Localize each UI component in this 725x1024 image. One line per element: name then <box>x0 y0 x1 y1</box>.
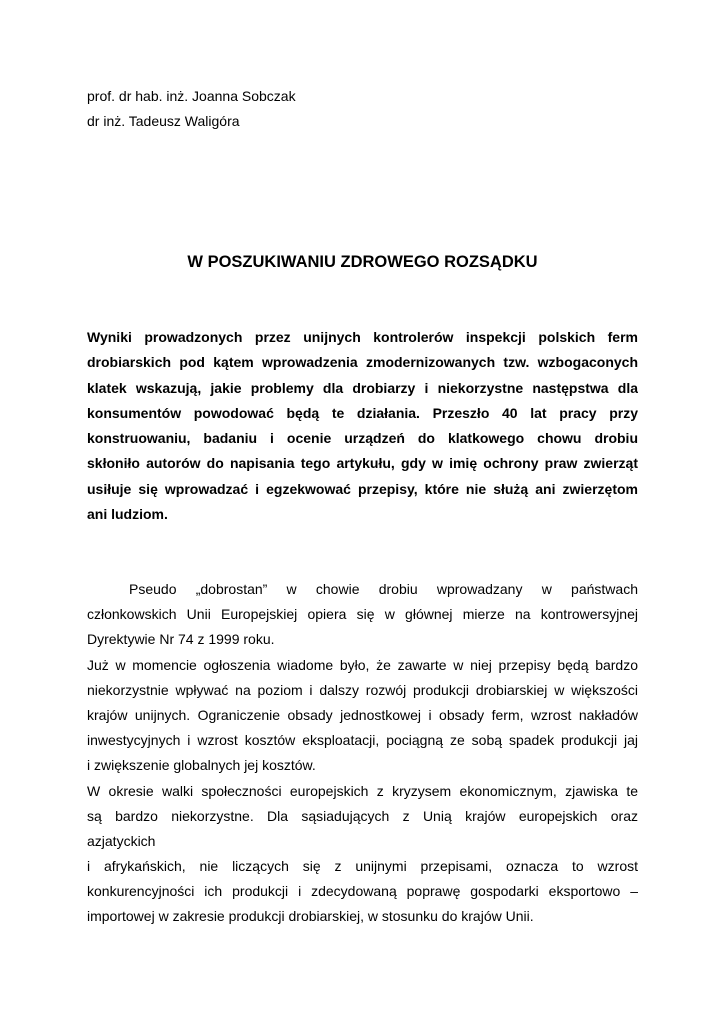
abstract-paragraph <box>87 325 638 527</box>
body-line: importowej w zakresie produkcji drobiarskiej, w stosunku do krajów Unii. <box>87 908 534 925</box>
body-line: krajów unijnych. Ograniczenie obsady jednostkowej i obsady ferm, wzrost nakładów <box>87 706 638 723</box>
body-line: inwestycyjnych i wzrost kosztów eksploatacji, pociągną ze sobą spadek produkcji jaj <box>87 732 638 749</box>
abstract-line: drobiarskich pod kątem wprowadzenia zmodernizowanych tzw. wzbogaconych <box>87 354 638 371</box>
body-line: i afrykańskich, nie liczących się z unijnymi przepisami, oznacza to wzrost <box>87 858 638 875</box>
body-line: i zwiększenie globalnych jej kosztów. <box>87 757 316 774</box>
body-text <box>87 577 638 930</box>
author-1: prof. dr hab. inż. Joanna Sobczak <box>87 88 296 104</box>
abstract-line: klatek wskazują, jakie problemy dla drobiarzy i niekorzystne następstwa dla <box>87 379 638 396</box>
body-line: W okresie walki społeczności europejskich z kryzysem ekonomicznym, zjawiska te <box>87 782 638 799</box>
body-line: są bardzo niekorzystne. Dla sąsiadujących z Unią krajów europejskich oraz <box>87 807 638 824</box>
body-line: członkowskich Unii Europejskiej opiera się w głównej mierze na kontrowersyjnej <box>87 606 638 623</box>
body-line: Już w momencie ogłoszenia wiadome było, że zawarte w niej przepisy będą bardzo <box>87 656 638 673</box>
article-title: W POSZUKIWANIU ZDROWEGO ROZSĄDKU <box>187 253 538 271</box>
abstract-line: skłoniło autorów do napisania tego artykułu, gdy w imię ochrony praw zwierząt <box>87 455 638 472</box>
abstract-line: Wyniki prowadzonych przez unijnych kontrolerów inspekcji polskich ferm <box>87 329 638 345</box>
body-line: niekorzystnie wpływać na poziom i dalszy rozwój produkcji drobiarskiej w większości <box>87 681 638 698</box>
abstract-line: konstruowaniu, badaniu i ocenie urządzeń do klatkowego chowu drobiu <box>87 430 638 447</box>
body-line: konkurencyjności ich produkcji i zdecydowaną poprawę gospodarki eksportowo – <box>87 883 638 900</box>
authors-block <box>87 84 296 134</box>
abstract-line: usiłuje się wprowadzać i egzekwować przepisy, które nie służą ani zwierzętom <box>87 480 638 497</box>
body-line: azjatyckich <box>87 832 156 849</box>
body-line: Dyrektywie Nr 74 z 1999 roku. <box>87 631 275 648</box>
author-2: dr inż. Tadeusz Waligóra <box>87 113 240 129</box>
abstract-line: konsumentów powodować będą te działania. Przeszło 40 lat pracy przy <box>87 404 638 421</box>
abstract-line: ani ludziom. <box>87 506 168 523</box>
body-line: Pseudo „dobrostan” w chowie drobiu wprowadzany w państwach <box>129 581 638 597</box>
